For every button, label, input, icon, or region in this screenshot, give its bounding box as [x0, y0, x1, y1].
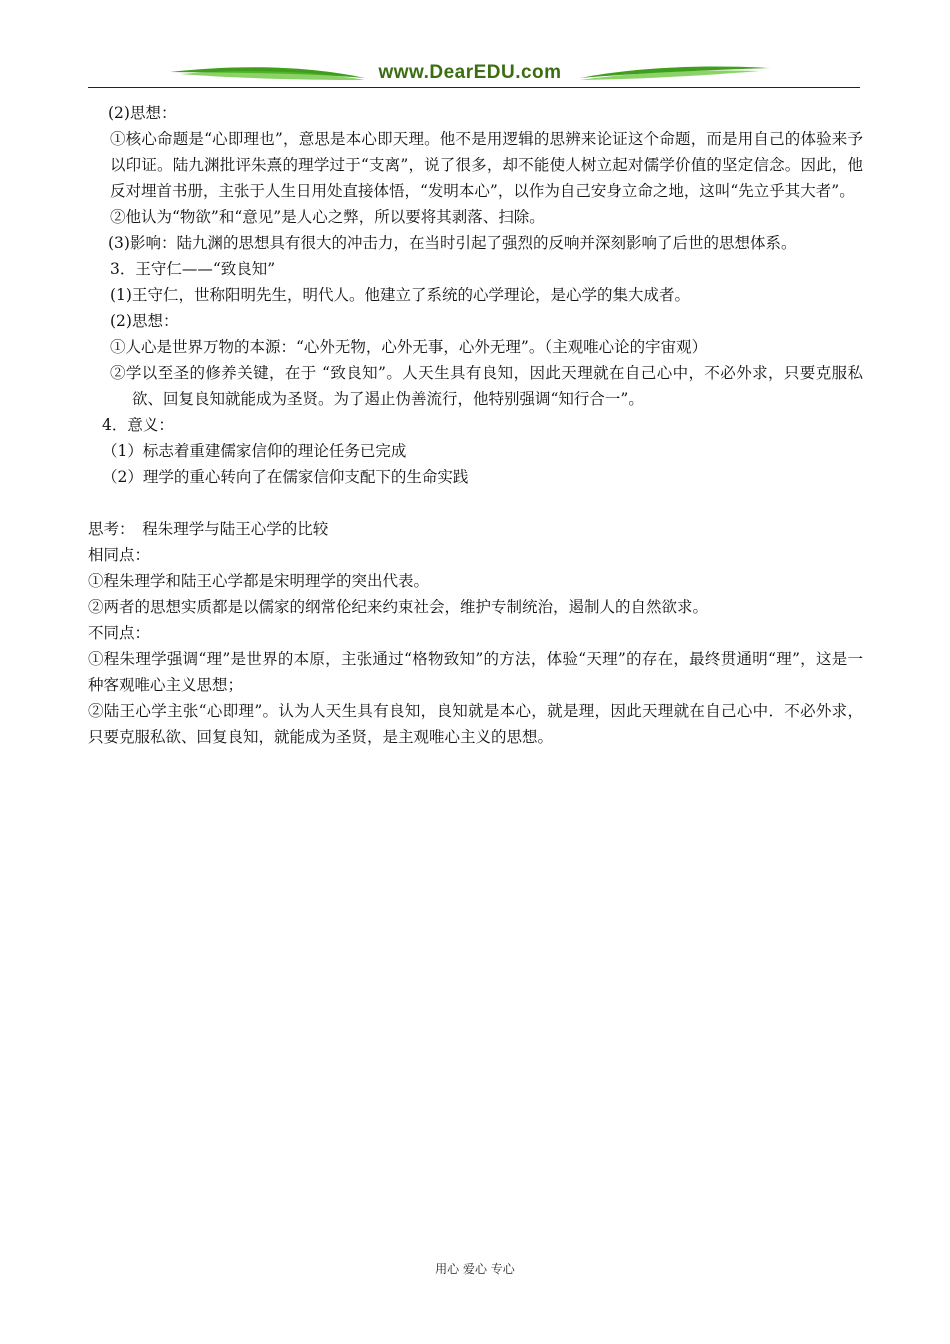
section-heading-thought-2: (2)思想： — [110, 312, 179, 330]
document-body — [88, 100, 863, 750]
paragraph-influence: (3)影响：陆九渊的思想具有很大的冲击力，在当时引起了强烈的反响并深刻影响了后世的思想体系。 — [108, 234, 797, 252]
paragraph-wang-intro: (1)王守仁，世称阳明先生，明代人。他建立了系统的心学理论，是心学的集大成者。 — [110, 286, 690, 304]
spacer — [88, 490, 863, 516]
list-item-difference-2: ②陆王心学主张“心即理”。认为人天生具有良知，良知就是本心，就是理，因此天理就在自己心中．不必外求，只要克服私欲、回复良知，就能成为圣贤，是主观唯心主义的思想。 — [88, 702, 863, 746]
section-heading-significance: 4．意义： — [102, 416, 174, 434]
site-logo-text: www.DearEDU.com — [378, 62, 562, 83]
paragraph-core-proposition: ①核心命题是“心即理也”，意思是本心即天理。他不是用逻辑的思辨来论证这个命题，而是用自己的体验来予以印证。陆九渊批评朱熹的理学过于“支离”，说了很多，却不能使人树立起对儒学价值的坚定信念。因此，他反对埋首书册，主张于人生日用处直接体悟，“发明本心”，以作为自己安身立命之地，这叫“先立乎其大者”。 — [110, 130, 863, 200]
paragraph-zhi-liangzhi: ②学以至圣的修养关键，在于 “致良知”。人天生具有良知，因此天理就在自己心中，不必外求，只要克服私欲、回复良知就能成为圣贤。为了遏止伪善流行，他特别强调“知行合一”。 — [110, 364, 863, 408]
list-item-significance-2: （2）理学的重心转向了在儒家信仰支配下的生命实践 — [102, 468, 469, 486]
paragraph-material-desire: ②他认为“物欲”和“意见”是人心之弊，所以要将其剥落、扫除。 — [110, 208, 545, 226]
paragraph-mind-origin: ①人心是世界万物的本源：“心外无物，心外无事，心外无理”。（主观唯心论的宇宙观） — [110, 338, 708, 356]
page-footer: 用心 爱心 专心 — [435, 1262, 515, 1276]
section-heading-thought: (2)思想： — [108, 104, 177, 122]
subheading-differences: 不同点： — [88, 624, 151, 642]
section-heading-wang-shouren: 3．王守仁——“致良知” — [110, 260, 276, 278]
header-divider — [88, 87, 860, 88]
section-heading-thinking: 思考： 程朱理学与陆王心学的比较 — [88, 520, 329, 538]
list-item-similarity-1: ①程朱理学和陆王心学都是宋明理学的突出代表。 — [88, 572, 430, 590]
subheading-similarities: 相同点： — [88, 546, 151, 564]
list-item-difference-1: ①程朱理学强调“理”是世界的本原，主张通过“格物致知”的方法，体验“天理”的存在，最终贯通明“理”，这是一种客观唯心主义思想； — [88, 650, 863, 694]
list-item-similarity-2: ②两者的思想实质都是以儒家的纲常伦纪来约束社会，维护专制统治，遏制人的自然欲求。 — [88, 598, 709, 616]
list-item-significance-1: （1）标志着重建儒家信仰的理论任务已完成 — [102, 442, 407, 460]
